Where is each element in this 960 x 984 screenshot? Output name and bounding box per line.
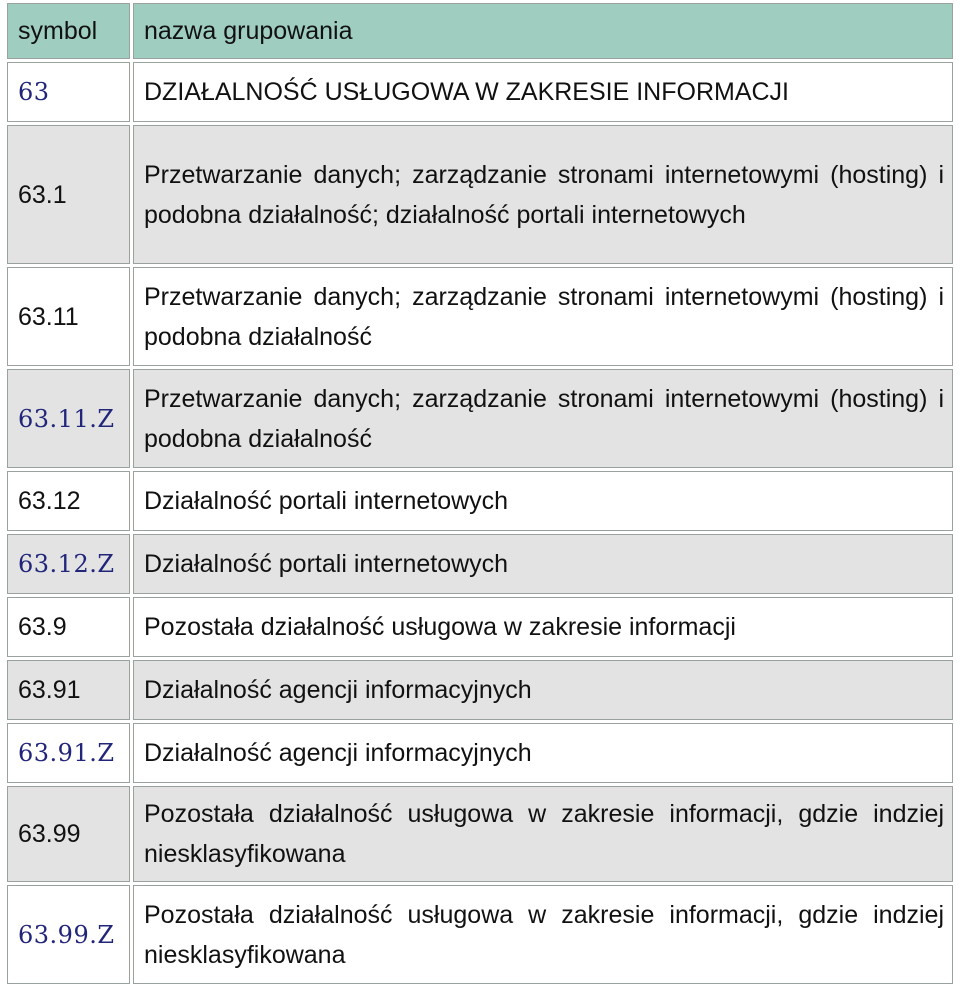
group-name: Działalność agencji informacyjnych bbox=[133, 723, 953, 783]
table-row bbox=[7, 723, 953, 783]
group-name: Pozostała działalność usługowa w zakresie informacji, gdzie indziej niesklasyfikowana bbox=[133, 885, 953, 984]
symbol-cell: 63.11 bbox=[7, 267, 130, 366]
table-row bbox=[7, 125, 953, 264]
group-name: Przetwarzanie danych; zarządzanie stronami internetowymi (hosting) i podobna działalność bbox=[133, 267, 953, 366]
symbol-link[interactable]: 63.99.Z bbox=[7, 885, 130, 984]
table-row bbox=[7, 471, 953, 531]
symbol-link[interactable]: 63.11.Z bbox=[7, 369, 130, 468]
group-name: Przetwarzanie danych; zarządzanie stronami internetowymi (hosting) i podobna działalność; działalność portali internetowych bbox=[133, 125, 953, 264]
table-row bbox=[7, 369, 953, 468]
table-row bbox=[7, 786, 953, 882]
symbol-cell: 63.91 bbox=[7, 660, 130, 720]
table-row bbox=[7, 885, 953, 984]
table-row bbox=[7, 597, 953, 657]
group-name: Działalność portali internetowych bbox=[133, 534, 953, 594]
group-name: Działalność portali internetowych bbox=[133, 471, 953, 531]
header-symbol: symbol bbox=[7, 3, 130, 59]
symbol-cell: 63.1 bbox=[7, 125, 130, 264]
header-row bbox=[7, 3, 953, 59]
symbol-link[interactable]: 63 bbox=[7, 62, 130, 122]
header-group-name: nazwa grupowania bbox=[133, 3, 953, 59]
group-name: Pozostała działalność usługowa w zakresie informacji bbox=[133, 597, 953, 657]
table-row bbox=[7, 660, 953, 720]
symbol-cell: 63.12 bbox=[7, 471, 130, 531]
table-row bbox=[7, 62, 953, 122]
table-row bbox=[7, 534, 953, 594]
symbol-link[interactable]: 63.12.Z bbox=[7, 534, 130, 594]
group-name: Działalność agencji informacyjnych bbox=[133, 660, 953, 720]
symbol-cell: 63.9 bbox=[7, 597, 130, 657]
group-name: Pozostała działalność usługowa w zakresie informacji, gdzie indziej niesklasyfikowana bbox=[133, 786, 953, 882]
symbol-cell: 63.99 bbox=[7, 786, 130, 882]
group-name: DZIAŁALNOŚĆ USŁUGOWA W ZAKRESIE INFORMACJI bbox=[133, 62, 953, 122]
group-name: Przetwarzanie danych; zarządzanie stronami internetowymi (hosting) i podobna działalność bbox=[133, 369, 953, 468]
table-row bbox=[7, 267, 953, 366]
symbol-link[interactable]: 63.91.Z bbox=[7, 723, 130, 783]
classification-table bbox=[4, 0, 956, 984]
